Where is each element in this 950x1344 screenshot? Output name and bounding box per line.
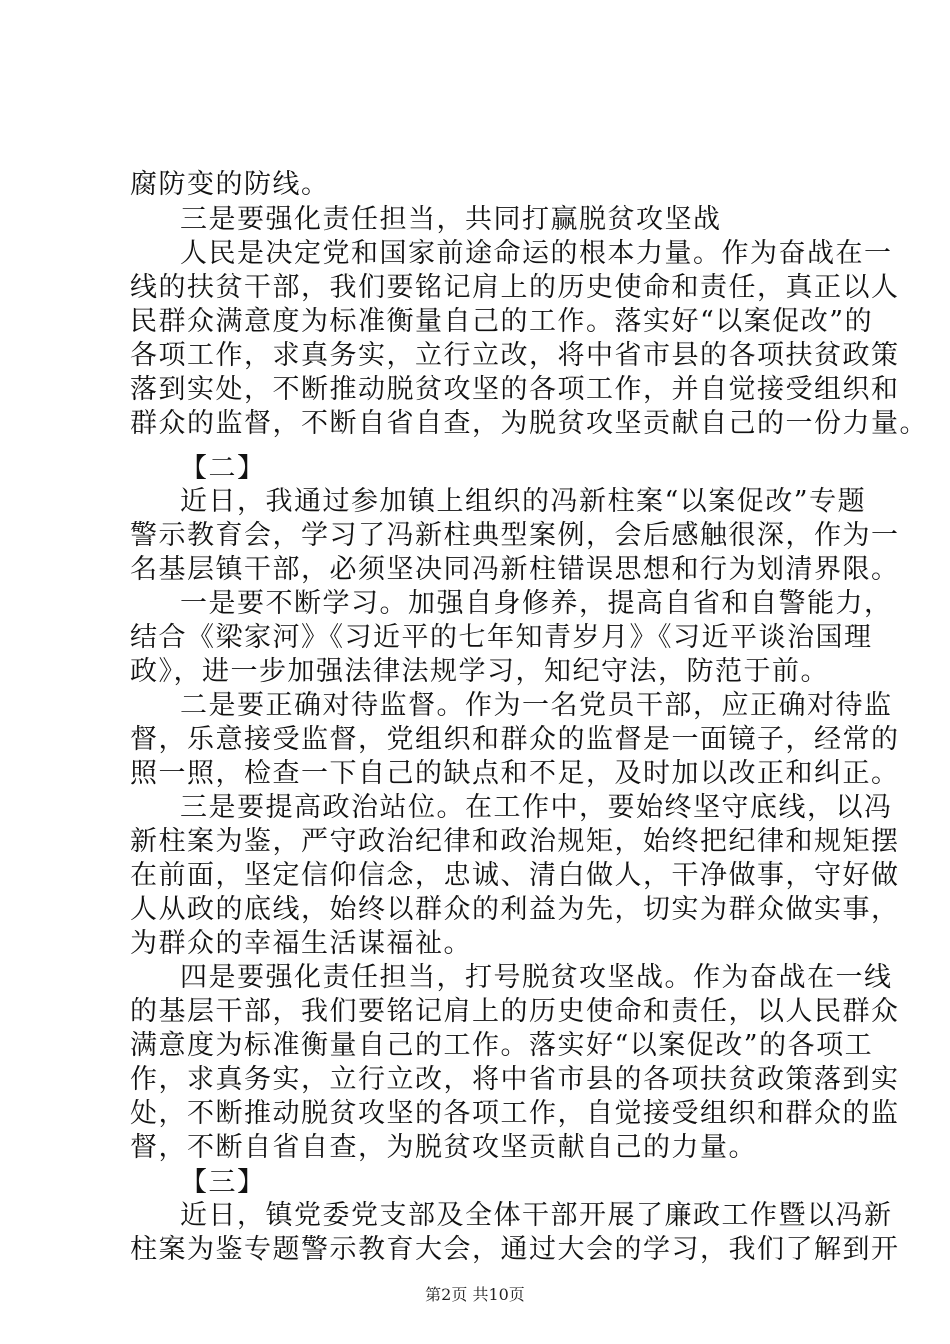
text-line: 结合《梁家河》《习近平的七年知青岁月》《习近平谈治国理 <box>130 622 873 653</box>
text-line: 督，不断自省自查，为脱贫攻坚贡献自己的力量。 <box>130 1132 757 1163</box>
text-line: 警示教育会，学习了冯新柱典型案例，会后感触很深，作为一 <box>130 520 900 551</box>
text-line: 督，乐意接受监督，党组织和群众的监督是一面镜子，经常的 <box>130 724 900 755</box>
text-line: 三是要强化责任担当，共同打赢脱贫攻坚战 <box>180 204 722 235</box>
text-line: 为群众的幸福生活谋福祉。 <box>130 928 472 959</box>
text-line: 腐防变的防线。 <box>130 169 330 200</box>
page-footer: 第2页 共10页 <box>425 1285 525 1304</box>
text-line: 四是要强化责任担当，打号脱贫攻坚战。作为奋战在一线 <box>180 962 893 993</box>
text-line: 新柱案为鉴，严守政治纪律和政治规矩，始终把纪律和规矩摆 <box>130 826 900 857</box>
text-line: 作，求真务实，立行立改，将中省市县的各项扶贫政策落到实 <box>130 1064 900 1095</box>
text-line: 照一照，检查一下自己的缺点和不足，及时加以改正和纠正。 <box>130 758 900 789</box>
text-line: 各项工作，求真务实，立行立改，将中省市县的各项扶贫政策 <box>130 340 900 371</box>
text-line: 近日，我通过参加镇上组织的冯新柱案“以案促改”专题 <box>180 486 867 517</box>
text-line: 近日，镇党委党支部及全体干部开展了廉政工作暨以冯新 <box>180 1200 893 1231</box>
text-line: 人从政的底线，始终以群众的利益为先，切实为群众做实事， <box>130 894 900 925</box>
text-line: 一是要不断学习。加强自身修养，提高自省和自警能力， <box>180 588 893 619</box>
text-line: 名基层镇干部，必须坚决同冯新柱错误思想和行为划清界限。 <box>130 554 900 585</box>
text-line: 线的扶贫干部，我们要铭记肩上的历史使命和责任，真正以人 <box>130 272 900 303</box>
text-line: 民群众满意度为标准衡量自己的工作。落实好“以案促改”的 <box>130 306 874 337</box>
text-line: 的基层干部，我们要铭记肩上的历史使命和责任，以人民群众 <box>130 996 900 1027</box>
text-line: 落到实处，不断推动脱贫攻坚的各项工作，并自觉接受组织和 <box>130 374 900 405</box>
text-line: 群众的监督，不断自省自查，为脱贫攻坚贡献自己的一份力量。 <box>130 408 928 439</box>
text-line: 二是要正确对待监督。作为一名党员干部，应正确对待监 <box>180 690 893 721</box>
text-line: 在前面，坚定信仰信念，忠诚、清白做人，干净做事，守好做 <box>130 860 900 891</box>
text-line: 满意度为标准衡量自己的工作。落实好“以案促改”的各项工 <box>130 1030 874 1061</box>
text-line: 柱案为鉴专题警示教育大会，通过大会的学习，我们了解到开 <box>130 1234 900 1265</box>
text-line: 三是要提高政治站位。在工作中，要始终坚守底线，以冯 <box>180 792 893 823</box>
text-line: 处，不断推动脱贫攻坚的各项工作，自觉接受组织和群众的监 <box>130 1098 900 1129</box>
section-heading: 【三】 <box>180 1167 266 1198</box>
section-heading: 【二】 <box>180 453 266 484</box>
text-line: 政》，进一步加强法律法规学习，知纪守法，防范于前。 <box>130 656 829 687</box>
text-line: 人民是决定党和国家前途命运的根本力量。作为奋战在一 <box>180 238 893 269</box>
